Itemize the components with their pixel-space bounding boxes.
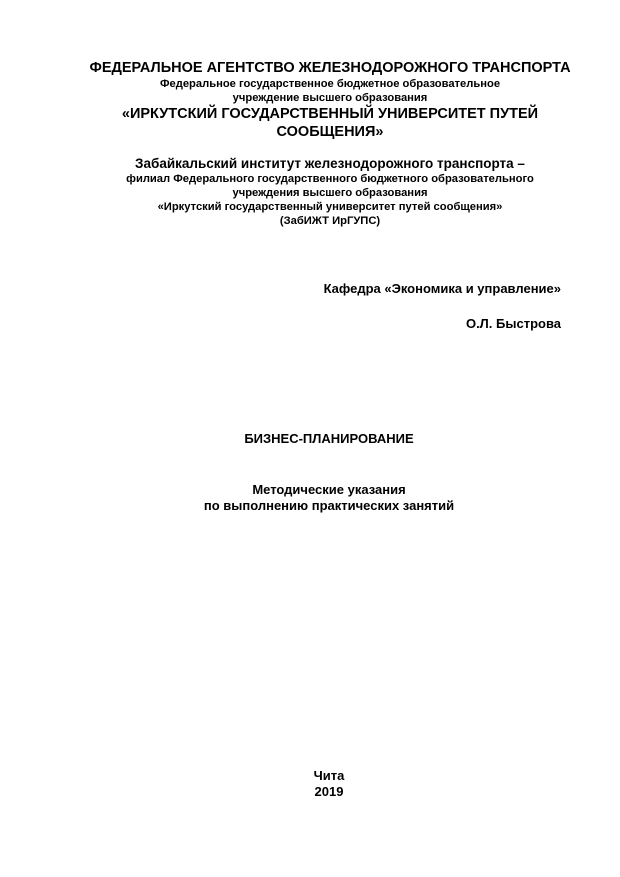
year: 2019 <box>314 784 344 799</box>
department-name: Кафедра «Экономика и управление» <box>323 281 561 296</box>
institution-type-line-1: Федеральное государственное бюджетное образовательное <box>159 78 501 90</box>
branch-line-1: Забайкальский институт железнодорожного транспорта – <box>135 156 525 171</box>
city: Чита <box>313 768 345 783</box>
institution-type-line-2: учреждение высшего образования <box>232 92 428 104</box>
author-name: О.Л. Быстрова <box>465 316 561 331</box>
university-name-line-1: «ИРКУТСКИЙ ГОСУДАРСТВЕННЫЙ УНИВЕРСИТЕТ ПУТЕЙ <box>121 106 539 122</box>
branch-line-2: филиал Федерального государственного бюджетного образовательного <box>126 173 534 185</box>
university-name-line-2: СООБЩЕНИЯ» <box>276 124 384 140</box>
agency-heading: ФЕДЕРАЛЬНОЕ АГЕНТСТВО ЖЕЛЕЗНОДОРОЖНОГО ТРАНСПОРТА <box>89 60 571 76</box>
branch-line-4: «Иркутский государственный университет путей сообщения» <box>157 201 503 213</box>
document-title: БИЗНЕС-ПЛАНИРОВАНИЕ <box>244 431 414 446</box>
subtitle-line-1: Методические указания <box>252 482 406 497</box>
subtitle-line-2: по выполнению практических занятий <box>203 498 455 513</box>
branch-line-3: учреждения высшего образования <box>232 187 428 199</box>
branch-abbreviation: (ЗабИЖТ ИрГУПС) <box>279 215 381 227</box>
